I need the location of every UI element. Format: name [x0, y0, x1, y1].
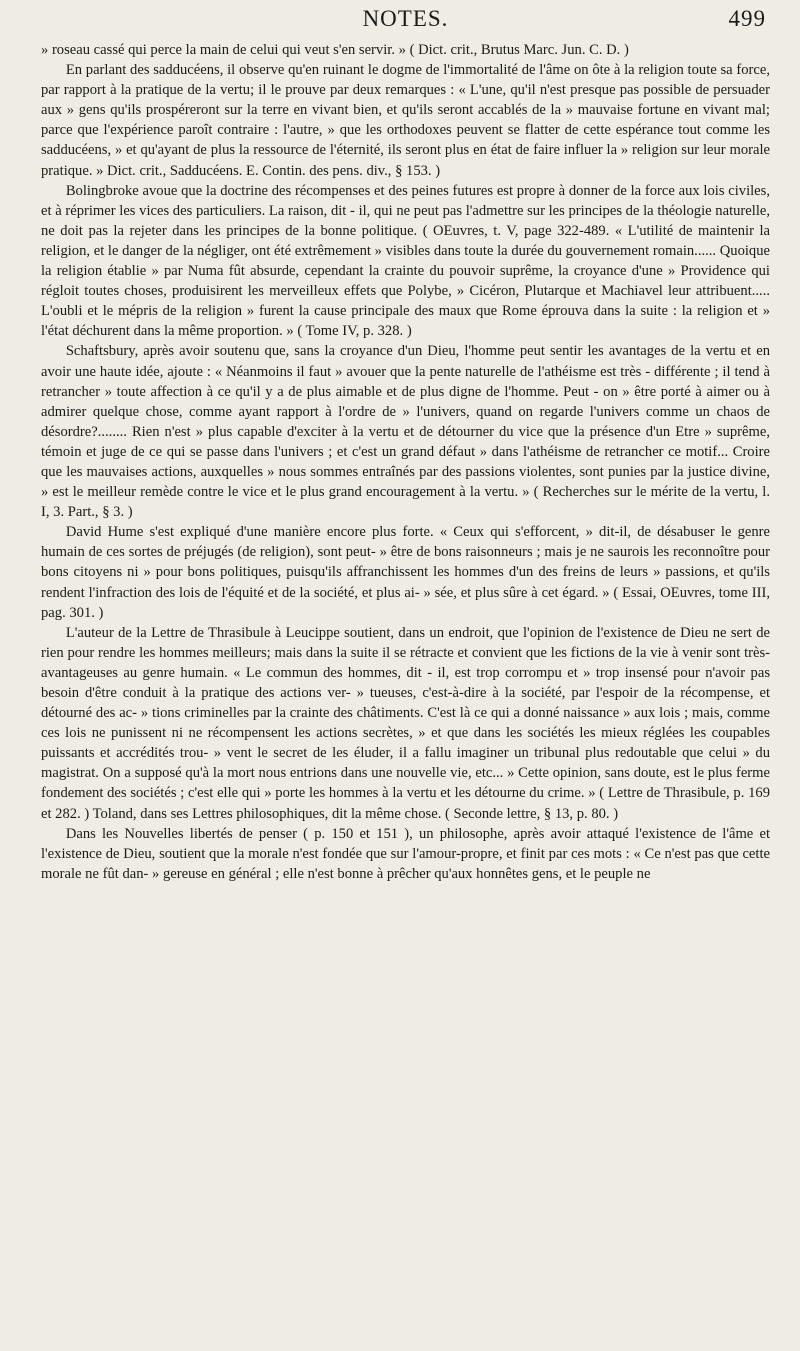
paragraph: L'auteur de la Lettre de Thrasibule à Leucippe soutient, dans un endroit, que l'opinion de l'existence de Dieu ne sert de rien pour rendre les hommes meilleurs; mais dans la suite il se rétracte et convient que les fictions de la vie à venir sont très-avantageuses au genre humain. « Le commun des hommes, dit - il, est trop corrompu et » trop insensé pour n'avoir pas besoin d'être conduit à la pratique des actions ver- » tueuses, c'est-à-dire à la société, par l'espoir de la récompense, et détourné des ac- » tions criminelles par la crainte des châtiments. C'est là ce qui a donné naissance » aux lois ; mais, comme ces lois ne punissent ni ne récompensent les actions secrètes, » et que dans les sociétés les mieux réglées les coupables puissants et accrédités trou- » vent le secret de les éluder, il a fallu imaginer un tribunal plus redoutable que celui » du magistrat. On a supposé qu'à la mort nous entrions dans une nouvelle vie, etc... » Cette opinion, sans doute, est le plus ferme fondement des sociétés ; c'est elle qui » porte les hommes à la vertu et les détourne du crime. » ( Lettre de Thrasibule, p. 169 et 282. ) Toland, dans ses Lettres philosophiques, dit la même chose. ( Seconde lettre, § 13, p. 80. ) — [41, 624, 770, 822]
paragraph: David Hume s'est expliqué d'une manière encore plus forte. « Ceux qui s'efforcent, » dit-il, de désabuser le genre humain de ces sortes de préjugés (de religion), sont peut- » être de bons raisonneurs ; mais je ne saurois les reconnoître pour bons citoyens ni » pour bons politiques, puisqu'ils affranchissent les hommes d'un des freins de leurs » passions, et qu'ils rendent l'infraction des lois de l'équité et de la société, et plus ai- » sée, et plus sûre à cet égard. » ( Essai, OEuvres, tome III, pag. 301. ) — [41, 524, 770, 621]
paragraph: En parlant des sadducéens, il observe qu'en ruinant le dogme de l'immortalité de l'âme on ôte à la religion toute sa force, par rapport à la pratique de la vertu; il le prouve par deux remarques : « L'une, qu'il n'est presque pas possible de persuader aux » gens qu'ils prospéreront sur la terre en vivant bien, et qu'ils seront accablés de la » mauvaise fortune en vivant mal; parce que l'expérience paroît contraire : l'autre, » que les orthodoxes peuvent se flatter de cette espérance tout comme les sadducéens, » et qu'ayant de plus la ressource de l'éternité, ils seront plus en état de faire influer la » religion sur leur morale pratique. » Dict. crit., Sadducéens. E. Contin. des pens. div., § 153. ) — [41, 62, 770, 179]
page-number: 499 — [728, 6, 766, 31]
paragraph: Schaftsbury, après avoir soutenu que, sans la croyance d'un Dieu, l'homme peut sentir les avantages de la vertu et en avoir une haute idée, ajoute : « Néanmoins il faut » avouer que la pente naturelle de l'athéisme est très - différente ; il tend à retrancher » toute affection à ce qu'il y a de plus aimable et de plus digne de l'homme. Peut - on » être porté à aimer ou à admirer quelque chose, comme ayant rapport à l'ordre de » l'univers, quand on regarde l'univers comme un chaos de désordre?........ Rien n'est » plus capable d'exciter à la vertu et de détourner du vice que la présence d'un Etre » suprême, témoin et juge de ce qui se passe dans l'univers ; et c'est un grand défaut » dans l'athéisme de retrancher ce motif... Croire que les mauvaises actions, auxquelles » nous sommes entraînés par des passions violentes, sont punies par la justice divine, » est le meilleur remède contre le vice et le plus grand encouragement à la vertu. » ( Recherches sur le mérite de la vertu, l. I, 3. Part., § 3. ) — [41, 343, 770, 521]
paragraph: » roseau cassé qui perce la main de celui qui veut s'en servir. » ( Dict. crit., Brutus Marc. Jun. C. D. ) — [41, 42, 629, 58]
running-header — [41, 6, 770, 36]
running-title: NOTES. — [362, 6, 449, 31]
paragraph: Bolingbroke avoue que la doctrine des récompenses et des peines futures est propre à donner de la force aux lois civiles, et à réprimer les vices des particuliers. La raison, dit - il, qui ne peut pas l'admettre sur les principes de la théologie naturelle, ne doit pas la rejeter dans les principes de la bonne politique. ( OEuvres, t. V, page 322-489. « L'utilité de maintenir la religion, et le danger de la négliger, ont été extrêmement » visibles dans toute la durée du gouvernement romain...... Quoique la religion établie » par Numa fût absurde, cependant la crainte du pouvoir suprême, la croyance d'une » Providence qui régloit toutes choses, produisirent les merveilleux effets que Polybe, » Cicéron, Plutarque et Machiavel leur attribuent..... L'oubli et le mépris de la religion » furent la cause principale des maux que Rome éprouva dans la suite : la religion et » l'état déchurent dans la même proportion. » ( Tome IV, p. 328. ) — [41, 182, 770, 340]
notes-text — [41, 40, 770, 884]
paragraph: Dans les Nouvelles libertés de penser ( p. 150 et 151 ), un philosophe, après avoir attaqué l'existence de l'âme et l'existence de Dieu, soutient que la morale n'est fondée que sur l'amour-propre, et finit par ces mots : « Ce n'est pas que cette morale ne fût dan- » gereuse en général ; elle n'est bonne à prêcher qu'aux honnêtes gens, et le peuple ne — [41, 825, 770, 882]
